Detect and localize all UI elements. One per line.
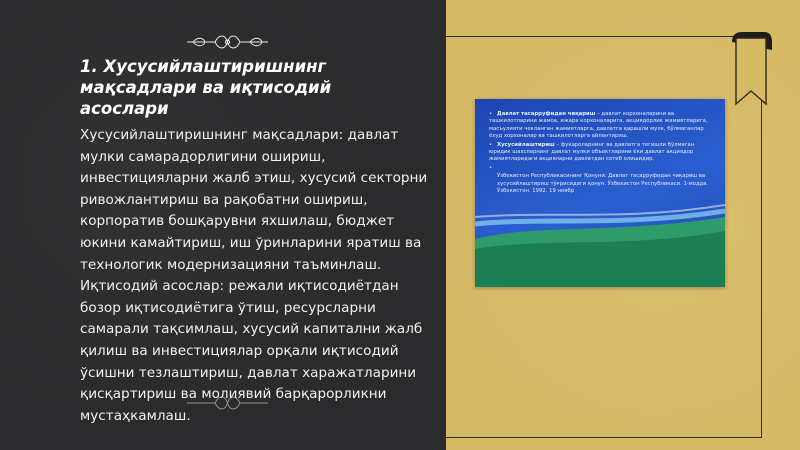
embedded-slide-image: [475, 99, 725, 287]
embedded-bullet-2: • Хусусийлаштириш – фуқароларнинг ва давлатга тегишли бўлмаган юридик шахсларнинг давлат мулки объектларини ёки давлат акциядор жамиятларидаги акцияларни давлатдан сотиб олишидир.: [489, 141, 695, 163]
bookmark-ribbon-icon: [728, 28, 772, 110]
embedded-bullet-1-rest: – давлат корхоналарини ва ташкилотларини жамоа, ижара корхоналарига, акциядорлик жамиятларига, масъулияти чекланган жамиятларга, давлатга қарашли мулк, бўлмаганлар ёхуд хорхоналар ва ташкилотларга айлантириш.: [489, 111, 708, 140]
frame-line-bottom: [446, 437, 762, 438]
embedded-quote: Ўзбекистон Республикасининг Қонуни. Давлат тасарруфидан чиқариш ва хусусийлаштириш тўғрисидаги қонун. Ўзбекистон Республикаси. 1-модда. Ўзбекистон. 1992. 19 ноябр: [497, 173, 709, 195]
embedded-bullet-2-rest: – фуқароларнинг ва давлатга тегишли бўлмаган юридик шахсларнинг давлат мулки объектларини ёки давлат акциядор жамиятларидаги акцияларни давлатдан сотиб олишидир.: [489, 141, 695, 163]
flourish-ornament-bottom-icon: [185, 393, 270, 413]
embedded-bullet-1-bold: Давлат тасарруфидан чиқариш: [497, 111, 596, 117]
frame-line-right: [761, 70, 762, 438]
slide-body-text: Хусусийлаштиришнинг мақсадлари: давлат мулки самарадорлигини ошириш, инвестицияларни жалб этиш, хусусий секторни ривожлантириш ва рақобатни ошириш, корпоратив бошқарувни яхшилаш, бюджет юкини камайтириш, иш ўринларини яратиш ва технологик модернизацияни таъминлаш. Иқтисодий асослар: режали иқтисодиётдан бозор иқтисодиётига ўтиш, ресурсларни самарали тақсимлаш, хусусий капитални жалб қилиш ва инвестициялар орқали иқтисодий ўсишни тезлаштириш, давлат харажатларини қисқартириш ва молиявий барқарорликни мустаҳкамлаш.: [80, 127, 428, 424]
slide-title: 1. Хусусийлаштиришнинг мақсадлари ва иқтисодий асослари: [80, 57, 332, 118]
flourish-ornament-top-icon: [185, 32, 270, 52]
embedded-bullet-1: • Давлат тасарруфидан чиқариш – давлат корхоналарини ва ташкилотларини жамоа, ижара корхоналарига, акциядорлик жамиятларига, масъулияти чекланган жамиятларга, давлатга қарашли мулк, бўлмаганлар ёхуд хорхоналар ва ташкилотларга айлантириш.: [489, 111, 708, 140]
embedded-bullet-3: •: [489, 164, 493, 171]
embedded-slide-text: [489, 111, 711, 196]
frame-line-top: [446, 36, 738, 37]
embedded-bullet-2-bold: Хусусийлаштириш: [497, 141, 555, 148]
